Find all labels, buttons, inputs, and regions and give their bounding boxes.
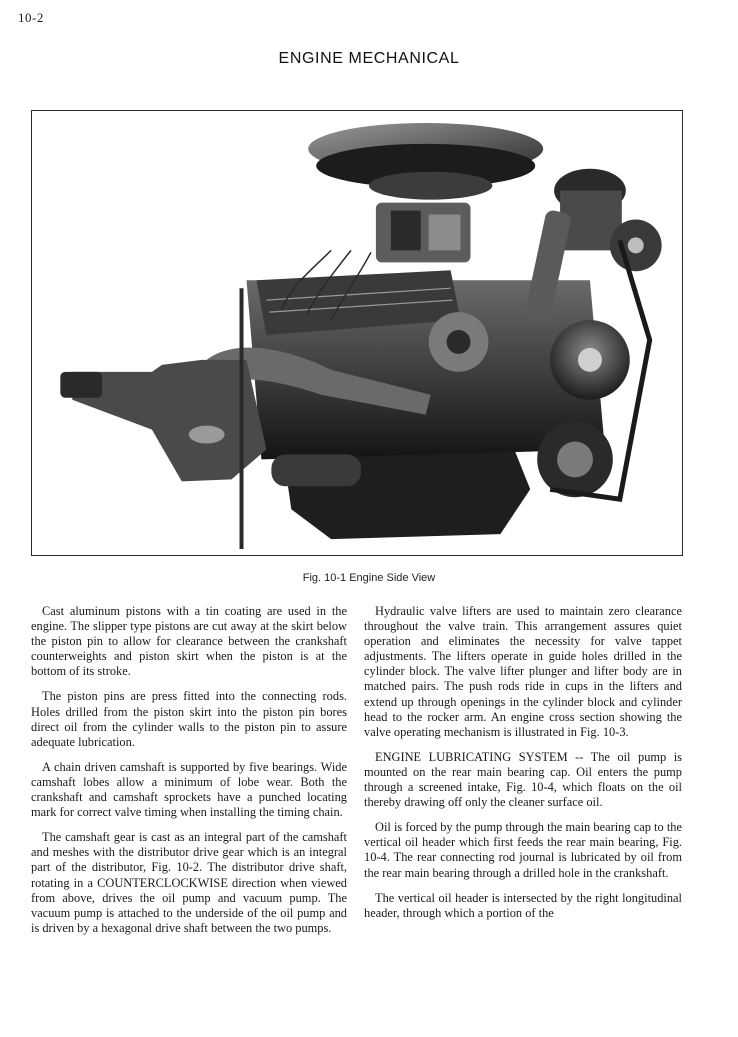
paragraph: A chain driven camshaft is supported by five bearings. Wide camshaft lobes allow a minimum of lobe wear. Both the crankshaft and camshaft sprockets have a punched locating mark for correct valve timing when installing the timing chain. [31, 759, 347, 820]
paragraph: Oil is forced by the pump through the main bearing cap to the vertical oil header which first feeds the rear main bearing, Fig. 10-4. The rear connecting rod journal is lubricated by oil from the rear main bearing through a drilled hole in the crankshaft. [364, 820, 682, 880]
paragraph: Cast aluminum pistons with a tin coating are used in the engine. The slipper type pistons are cut away at the skirt below the piston pin to allow for clearance between the crankshaft counterweights and piston skirt when the piston is at the bottom of its stroke. [31, 604, 347, 679]
left-column [31, 604, 347, 936]
figure-caption: Fig. 10-1 Engine Side View [302, 572, 436, 584]
page-number: 10-2 [18, 10, 44, 25]
engine-figure [31, 110, 683, 556]
paragraph: The vertical oil header is intersected by the right longitudinal header, through which a portion of the [364, 890, 682, 920]
section-title: ENGINE MECHANICAL [278, 50, 460, 67]
paragraph: ENGINE LUBRICATING SYSTEM -- The oil pump is mounted on the rear main bearing cap. Oil enters the pump through a screened intake, Fig. 10-4, which floats on the oil thereby drawing off only the cleaner surface oil. [364, 749, 682, 810]
right-column [364, 604, 682, 921]
engine-illustration [32, 111, 682, 555]
paragraph: Hydraulic valve lifters are used to maintain zero clearance throughout the valve train. This arrangement assures quiet operation and eliminates the necessity for valve tappet adjustments. The lifters operate in guide holes drilled in the cylinder block. The valve lifter plunger and lifter body are in matched pairs. The push rods ride in cups in the lifters and extend up through openings in the cylinder block and cylinder head to the rocker arm. An engine cross section showing the valve operating mechanism is illustrated in Fig. 10-3. [364, 604, 682, 739]
paragraph: The piston pins are press fitted into the connecting rods. Holes drilled from the piston skirt into the piston pin bores direct oil from the cylinder walls to the piston pin to assure adequate lubrication. [31, 689, 347, 749]
paragraph: The camshaft gear is cast as an integral part of the camshaft and meshes with the distributor drive gear which is an integral part of the distributor, Fig. 10-2. The distributor drive shaft, rotating in a COUNTERCLOCKWISE direction when viewed from above, drives the oil pump and vacuum pump. The vacuum pump is attached to the underside of the oil pump and is driven by a hexagonal drive shaft between the two pumps. [31, 830, 347, 935]
